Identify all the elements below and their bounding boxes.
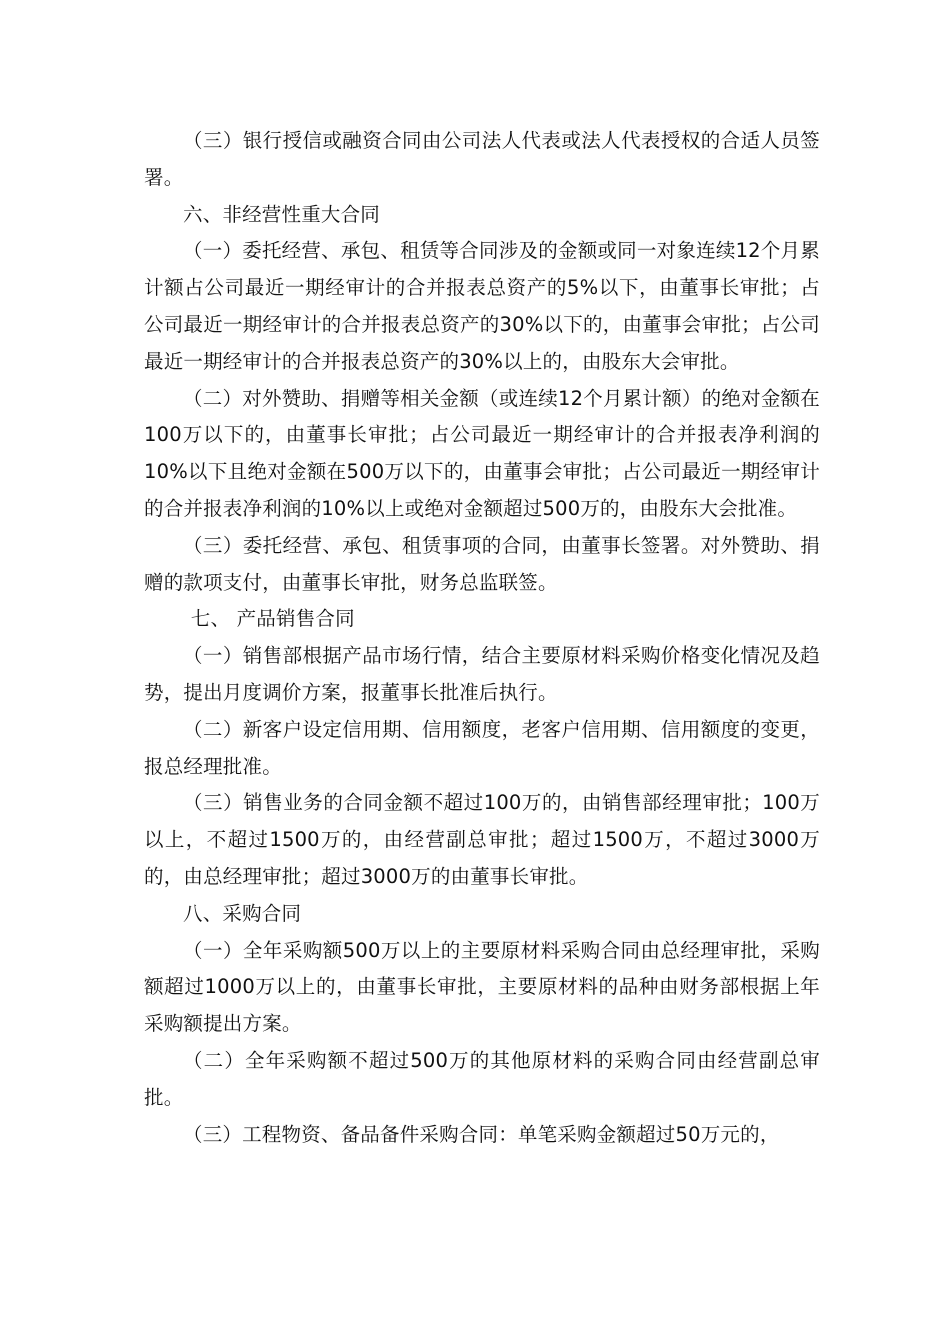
section-heading-product-sales-contracts: 七、 产品销售合同 (190, 607, 355, 631)
paragraph-bank-credit-contract: （三）银行授信或融资合同由公司法人代表或法人代表授权的合适人员签署。 (144, 129, 820, 189)
section-heading-purchase-contracts: 八、采购合同 (183, 901, 302, 925)
paragraph-credit-terms: （二）新客户设定信用期、信用额度，老客户信用期、信用额度的变更，报总经理批准。 (144, 717, 820, 778)
paragraph-sponsorship-donation: （二）对外赞助、捐赠等相关金额（或连续12个月累计额）的绝对金额在100万以下的，由董事长审批；占公司最近一期经审计的合并报表净利润的10%以下且绝对金额在500万以下的，由董事会审批；占公司最近一期经审计的合并报表净利润的10%以上或绝对金额超过500万的，由股东大会批准。 (144, 386, 820, 520)
section-heading-non-operating-contracts: 六、非经营性重大合同 (183, 202, 381, 226)
paragraph-engineering-materials-purchase: （三）工程物资、备品备件采购合同：单笔采购金额超过50万元的， (183, 1122, 780, 1146)
paragraph-signing-authority: （三）委托经营、承包、租赁事项的合同，由董事长签署。对外赞助、捐赠的款项支付，由董事长审批，财务总监联签。 (144, 533, 820, 594)
paragraph-sales-approval-limits: （三）销售业务的合同金额不超过100万的，由销售部经理审批；100万以上，不超过1500万的，由经营副总审批；超过1500万，不超过3000万的，由总经理审批；超过3000万的由董事长审批。 (144, 791, 820, 888)
paragraph-entrusted-operation: （一）委托经营、承包、租赁等合同涉及的金额或同一对象连续12个月累计额占公司最近一期经审计的合并报表总资产的5%以下，由董事长审批；占公司最近一期经审计的合并报表总资产的30%以下的，由董事会审批；占公司最近一期经审计的合并报表总资产的30%以上的，由股东大会审批。 (144, 239, 820, 373)
document-body (144, 123, 820, 1153)
paragraph-main-material-purchase: （一）全年采购额500万以上的主要原材料采购合同由总经理审批，采购额超过1000万以上的，由董事长审批，主要原材料的品种由财务部根据上年采购额提出方案。 (144, 938, 820, 1036)
paragraph-other-material-purchase: （二）全年采购额不超过500万的其他原材料的采购合同由经营副总审批。 (144, 1048, 820, 1109)
paragraph-price-adjustment: （一）销售部根据产品市场行情，结合主要原材料采购价格变化情况及趋势，提出月度调价方案，报董事长批准后执行。 (144, 644, 820, 704)
